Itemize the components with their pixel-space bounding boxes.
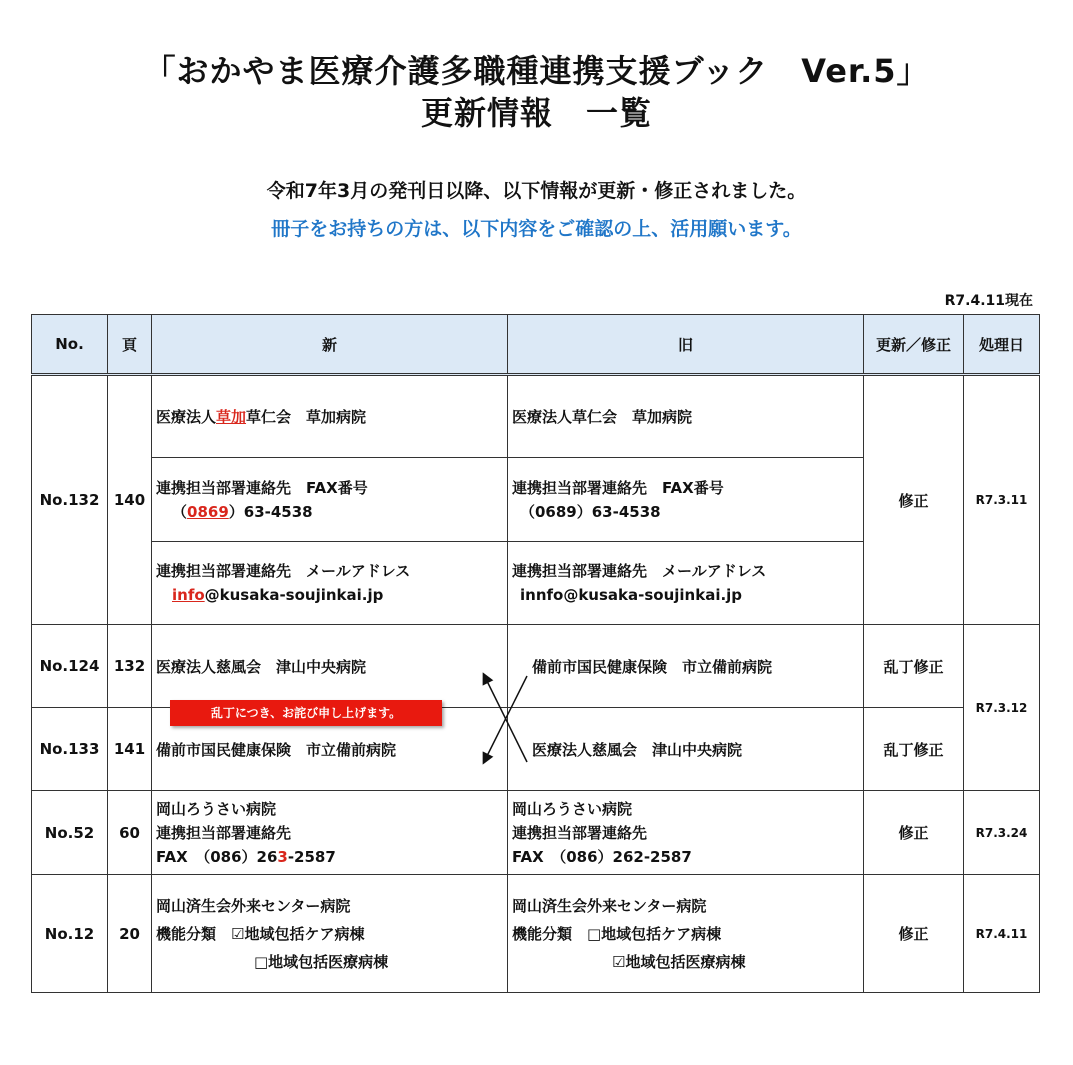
entry-page: 20: [108, 875, 152, 993]
text: ☑地域包括医療病棟: [612, 952, 746, 971]
update-table: [31, 314, 1040, 993]
table-row: [32, 625, 1040, 708]
entry-no: No.124: [32, 625, 108, 708]
header-old: 旧: [508, 315, 864, 375]
entry-page: 140: [108, 375, 152, 625]
text: ）63-4538: [228, 502, 313, 521]
entry-no: No.52: [32, 791, 108, 875]
text-line: [156, 948, 503, 976]
text-line: 岡山ろうさい病院: [512, 799, 633, 818]
text-line: 機能分類 □地域包括ケア病棟: [512, 924, 722, 943]
entry-page: 132: [108, 625, 152, 708]
text-line: [512, 583, 859, 607]
text: （: [172, 502, 188, 521]
entry-date: R7.3.11: [964, 375, 1040, 625]
changed-text: info: [172, 586, 205, 604]
entry-no: No.12: [32, 875, 108, 993]
new-value: 備前市国民健康保険 市立備前病院: [152, 708, 508, 791]
entry-date: R7.4.11: [964, 875, 1040, 993]
header-page: 頁: [108, 315, 152, 375]
text: □地域包括医療病棟: [254, 952, 389, 971]
entry-type: 修正: [864, 375, 964, 625]
entry-date: R7.3.12: [964, 625, 1040, 791]
text-line: 連携担当部署連絡先 FAX番号: [156, 478, 368, 497]
entry-no: No.133: [32, 708, 108, 791]
text: @kusaka-soujinkai.jp: [204, 586, 384, 604]
table-row: [32, 791, 1040, 875]
text-line: [156, 845, 503, 869]
table-header-row: [32, 315, 1040, 375]
changed-text: 0869: [187, 502, 229, 521]
text-line: 岡山済生会外来センター病院: [512, 896, 707, 915]
text: -2587: [287, 847, 336, 866]
header-date: 処理日: [964, 315, 1040, 375]
entry-page: 141: [108, 708, 152, 791]
text-line: FAX （086）262-2587: [512, 847, 692, 866]
entry-type: 乱丁修正: [864, 625, 964, 708]
booklet-notice: 冊子をお持ちの方は、以下内容をご確認の上、活用願います。: [271, 218, 802, 240]
document-title-line1: 「おかやま医療介護多職種連携支援ブック Ver.5」: [143, 52, 930, 90]
old-value: [508, 458, 864, 542]
new-value: [152, 875, 508, 993]
table-row: [32, 875, 1040, 993]
new-value: [152, 375, 508, 458]
apology-banner: 乱丁につき、お詫び申し上げます。: [170, 700, 442, 726]
new-value: [152, 542, 508, 625]
old-value: 医療法人草仁会 草加病院: [508, 375, 864, 458]
entry-type: 修正: [864, 875, 964, 993]
text: 草仁会 草加病院: [246, 408, 367, 426]
header-type: 更新／修正: [864, 315, 964, 375]
table-row: [32, 375, 1040, 458]
text: 医療法人: [156, 408, 217, 426]
old-value: [508, 875, 864, 993]
text-line: [156, 500, 503, 524]
text-line: [512, 500, 859, 524]
new-value: 医療法人慈風会 津山中央病院: [152, 625, 508, 708]
old-value: 医療法人慈風会 津山中央病院: [508, 708, 864, 791]
entry-no: No.132: [32, 375, 108, 625]
entry-page: 60: [108, 791, 152, 875]
changed-text: 草加: [216, 408, 247, 426]
old-value: [508, 542, 864, 625]
text: （0689）63-4538: [520, 502, 661, 521]
text-line: [156, 583, 503, 607]
text-line: 連携担当部署連絡先 FAX番号: [512, 478, 724, 497]
entry-type: 乱丁修正: [864, 708, 964, 791]
text-line: 連携担当部署連絡先: [512, 823, 648, 842]
entry-type: 修正: [864, 791, 964, 875]
text-line: 機能分類 ☑地域包括ケア病棟: [156, 924, 365, 943]
text-line: 連携担当部署連絡先: [156, 823, 292, 842]
update-notice: 令和7年3月の発刊日以降、以下情報が更新・修正されました。: [266, 180, 807, 202]
text: FAX （086）26: [156, 847, 278, 866]
old-value: [508, 791, 864, 875]
new-value: [152, 458, 508, 542]
new-value: [152, 791, 508, 875]
text-line: [512, 948, 859, 976]
text-line: 連携担当部署連絡先 メールアドレス: [156, 562, 411, 580]
header-new: 新: [152, 315, 508, 375]
old-value: 備前市国民健康保険 市立備前病院: [508, 625, 864, 708]
as-of-date: R7.4.11現在: [944, 293, 1033, 309]
document-title-line2: 更新情報 一覧: [420, 94, 652, 132]
entry-date: R7.3.24: [964, 791, 1040, 875]
text-line: 連携担当部署連絡先 メールアドレス: [512, 562, 767, 580]
changed-text: 3: [277, 847, 288, 866]
text-line: 岡山済生会外来センター病院: [156, 896, 351, 915]
header-no: No.: [32, 315, 108, 375]
text-line: 岡山ろうさい病院: [156, 799, 277, 818]
text: innfo@kusaka-soujinkai.jp: [520, 586, 743, 604]
